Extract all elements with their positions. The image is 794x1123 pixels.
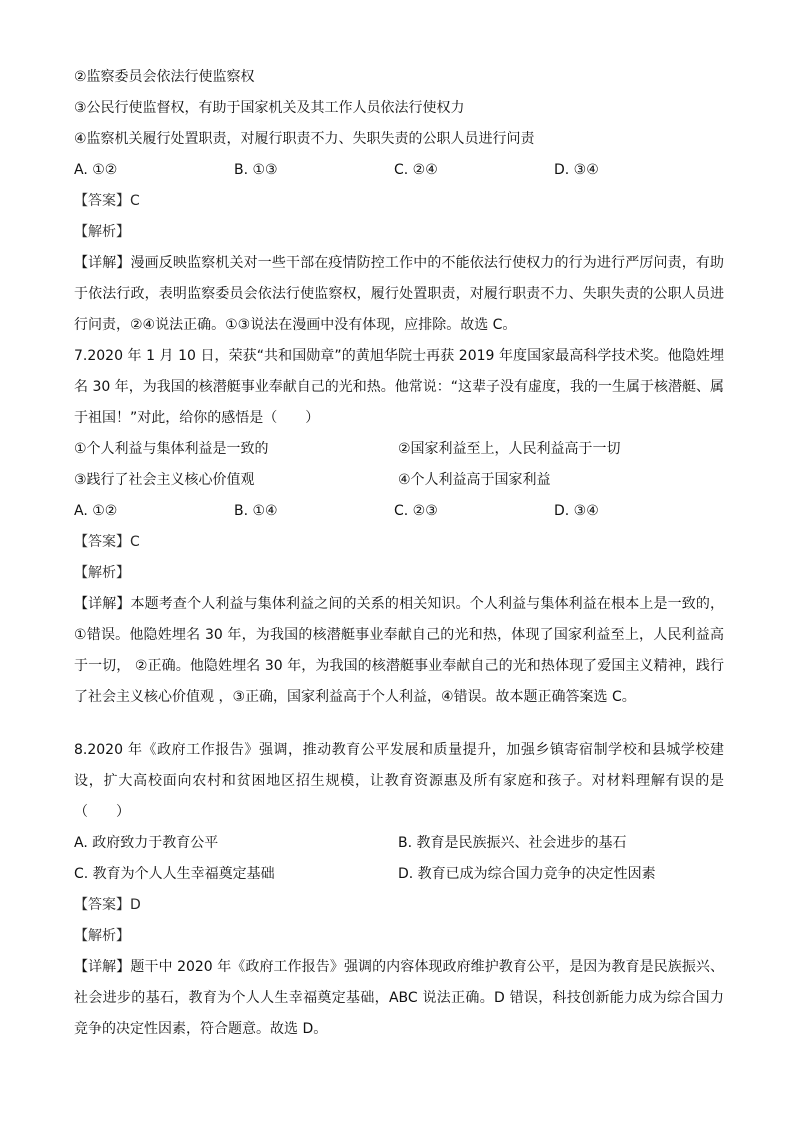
q6-option-a: A. ①② — [74, 162, 118, 178]
q8-answer: 【答案】D — [74, 897, 141, 913]
q7-option-c: C. ②③ — [394, 503, 438, 519]
q7-option-d: D. ③④ — [554, 503, 599, 519]
q7-detail: 【详解】本题考查个人利益与集体利益之间的关系的相关知识。个人利益与集体利益在根本上是一致的，①错误。他隐姓埋名 30 年，为我国的核潜艇事业奉献自己的光和热，体现了国家利益至上，人民利益高于一切， ②正确。他隐姓埋名 30 年，为我国的核潜艇事业奉献自己的光和热体现了爱国主义精神，践行了社会主义核心价值观 ，③正确，国家利益高于个人利益，④错误。故本题正确答案选 C。 — [74, 596, 724, 705]
q7-option-a: A. ①② — [74, 503, 118, 519]
q6-options — [74, 155, 724, 186]
q7-item-2: ②国家利益至上，人民利益高于一切 — [398, 441, 621, 457]
q7-options — [74, 496, 724, 527]
q8-detail: 【详解】题干中 2020 年《政府工作报告》强调的内容体现政府维护教育公平，是因为教育是民族振兴、社会进步的基石，教育为个人人生幸福奠定基础，ABC 说法正确。D 错误，科技创新能力成为综合国力竞争的决定性因素，符合题意。故选 D。 — [74, 959, 724, 1037]
q8-option-a: A. 政府致力于教育公平 — [74, 835, 219, 851]
q7-analysis-label: 【解析】 — [74, 565, 130, 581]
q7-option-b: B. ①④ — [234, 503, 278, 519]
exam-page — [74, 62, 724, 1045]
q6-option-d: D. ③④ — [554, 162, 599, 178]
q6-item-4: ④监察机关履行处置职责，对履行职责不力、失职失责的公职人员进行问责 — [74, 131, 535, 147]
q8-options-row-2 — [74, 859, 724, 890]
section-gap — [74, 713, 724, 735]
q6-option-c: C. ②④ — [394, 162, 438, 178]
q8-stem: 8.2020 年《政府工作报告》强调，推动教育公平发展和质量提升，加强乡镇寄宿制学校和县城学校建设，扩大高校面向农村和贫困地区招生规模，让教育资源惠及所有家庭和孩子。对材料理解有误的是（ ） — [74, 742, 724, 820]
q8-analysis-label: 【解析】 — [74, 928, 130, 944]
q7-item-4: ④个人利益高于国家利益 — [398, 472, 551, 488]
q7-item-1: ①个人利益与集体利益是一致的 — [74, 441, 269, 457]
q7-stem: 7.2020 年 1 月 10 日，荣获“共和国勋章”的黄旭华院士再获 2019 年度国家最高科学技术奖。他隐姓埋名 30 年，为我国的核潜艇事业奉献自己的光和热。他常说：“这辈子没有虚度，我的一生属于核潜艇、属于祖国！”对此，给你的感悟是（ ） — [74, 348, 724, 426]
q7-answer: 【答案】C — [74, 534, 140, 550]
q8-option-c: C. 教育为个人人生幸福奠定基础 — [74, 866, 275, 882]
q6-item-2: ②监察委员会依法行使监察权 — [74, 69, 255, 85]
q6-item-3: ③公民行使监督权，有助于国家机关及其工作人员依法行使权力 — [74, 100, 465, 116]
q8-options-row-1 — [74, 828, 724, 859]
q6-answer: 【答案】C — [74, 193, 140, 209]
q6-detail: 【详解】漫画反映监察机关对一些干部在疫情防控工作中的不能依法行使权力的行为进行严厉问责，有助于依法行政，表明监察委员会依法行使监察权，履行处置职责，对履行职责不力、失职失责的公职人员进行问责，②④说法正确。①③说法在漫画中没有体现，应排除。故选 C。 — [74, 255, 724, 333]
q6-option-b: B. ①③ — [234, 162, 278, 178]
q7-items-row-1 — [74, 434, 724, 465]
q8-option-d: D. 教育已成为综合国力竞争的决定性因素 — [398, 866, 656, 882]
q7-item-3: ③践行了社会主义核心价值观 — [74, 472, 255, 488]
q8-option-b: B. 教育是民族振兴、社会进步的基石 — [398, 835, 627, 851]
q6-analysis-label: 【解析】 — [74, 224, 130, 240]
q7-items-row-2 — [74, 465, 724, 496]
